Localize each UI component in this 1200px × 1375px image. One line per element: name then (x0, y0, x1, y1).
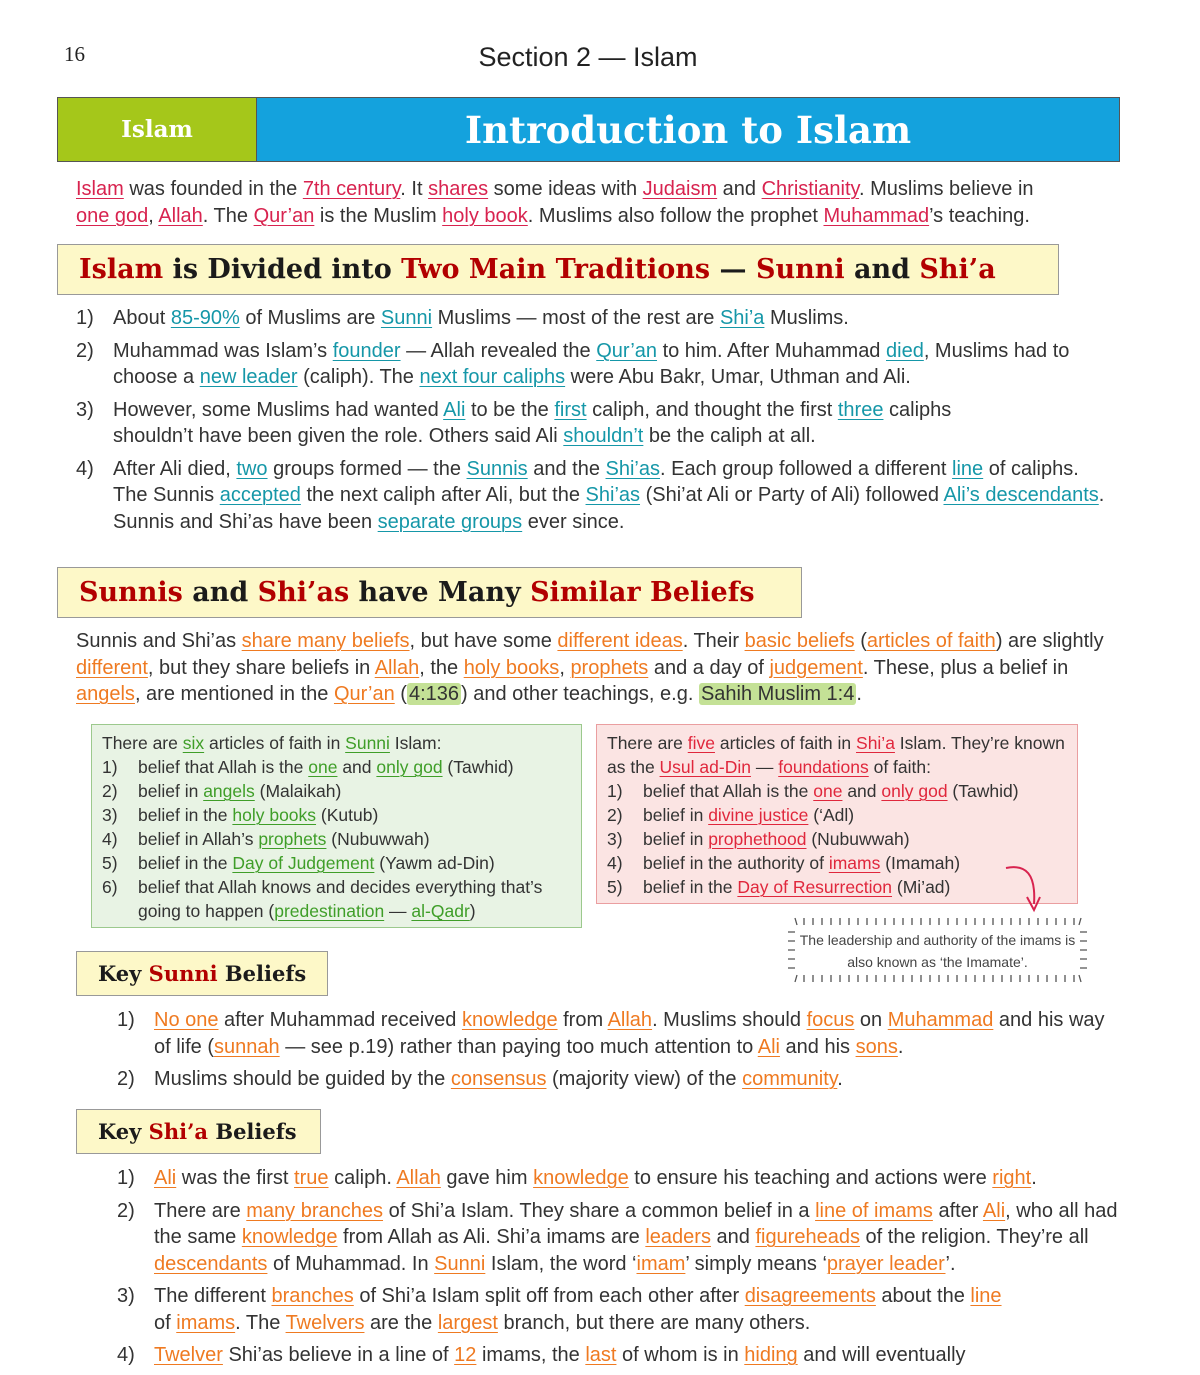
section-heading-sunni: Key Sunni Beliefs (76, 951, 328, 996)
keyword: Muhammad (823, 204, 930, 227)
title-banner (57, 97, 1120, 162)
list-item: 1) belief that Allah is the one and only god (Tawhid) (607, 781, 1019, 801)
shia-beliefs-list (117, 1165, 1127, 1375)
sunni-articles-box: There are six articles of faith in Sunni Islam: 1) belief that Allah is the one and only god (Tawhid) 2) belief in angels (Malaikah) 3) belief in the holy books (Kutub) 4) belief in Allah’s prophets (Nubuwwah) 5) belief in the Day of Judgement (Yawm ad-Din) 6) belief that Allah knows and decides everything that’s going to happen (predestination — al-Qadr) (91, 724, 582, 928)
list-item: 3) belief in prophethood (Nubuwwah) (607, 829, 910, 849)
section-heading-shia: Key Shi’a Beliefs (76, 1109, 321, 1154)
list-item: 1) Ali was the first true caliph. Allah gave him knowledge to ensure his teaching and actions were right. (117, 1167, 1037, 1189)
list-item: 2) Muslims should be guided by the consensus (majority view) of the community. (117, 1068, 843, 1090)
list-item: 5) belief in the Day of Judgement (Yawm ad-Din) (102, 853, 495, 873)
list-item: 4) Twelver Shi’as believe in a line of 12 imams, the last of whom is in hiding and will eventually (117, 1344, 966, 1366)
note-text: The leadership and authority of the imams is also known as ‘the Imamate’. (799, 932, 1076, 970)
list-item: 4) After Ali died, two groups formed — the Sunnis and the Shi’as. Each group followed a different line of caliphs. The Sunnis accepted the next caliph after Ali, but the Shi’as (Shi’at Ali or Party of Ali) followed Ali’s descendants. Sunnis and Shi’as have been separate groups ever since. (76, 457, 1105, 533)
list-item: 1) About 85-90% of Muslims are Sunni Muslims — most of the rest are Shi’a Muslims. (76, 307, 849, 329)
traditions-list (76, 305, 1106, 541)
keyword: 7th century (302, 178, 401, 200)
shia-articles-box: There are five articles of faith in Shi’a Islam. They’re known as the Usul ad-Din — foundations of faith: 1) belief that Allah is the one and only god (Tawhid) 2) belief in divine justice (‘Adl) 3) belief in prophethood (Nubuwwah) 4) belief in the authority of imams (Imamah) 5) belief in the Day of Resurrection (Mi’ad) (596, 724, 1078, 904)
list-item: 1) No one after Muhammad received knowledge from Allah. Muslims should focus on Muhammad and his way of life (sunnah — see p.19) rather than paying too much attention to Ali and his sons. (117, 1009, 1105, 1058)
section-heading-beliefs: Sunnis and Shi’as have Many Similar Beliefs (57, 567, 802, 618)
banner-tab: Islam (58, 98, 257, 161)
list-item: 2) There are many branches of Shi’a Islam. They share a common belief in a line of imams after Ali, who all had the same knowledge from Allah as Ali. Shi’a imams are leaders and figureheads of the religion. They’re all descendants of Muhammad. In Sunni Islam, the word ‘imam’ simply means ‘prayer leader’. (117, 1199, 1118, 1275)
keyword: Christianity (761, 178, 860, 200)
beliefs-paragraph: Sunnis and Shi’as share many beliefs, but have some different ideas. Their basic beliefs (articles of faith) are slightly different, but they share beliefs in Allah, the holy books, prophets and a day of judgement. These, plus a belief in angels, are mentioned in the Qur’an ( 4:136 ) and other teachings, e.g. Sahih Muslim 1:4 . (76, 630, 1104, 705)
list-item: 4) belief in Allah’s prophets (Nubuwwah) (102, 829, 430, 849)
keyword: Islam (76, 178, 124, 200)
keyword: holy book (442, 204, 528, 227)
list-item: 3) However, some Muslims had wanted Ali to be the first caliph, and thought the first three caliphs shouldn’t have been given the role. Others said Ali shouldn’t be the caliph at all. (76, 398, 952, 447)
imamate-note (785, 914, 1090, 986)
list-item: 2) belief in angels (Malaikah) (102, 781, 342, 801)
keyword: Qur’an (253, 204, 315, 227)
list-item: 2) Muhammad was Islam’s founder — Allah revealed the Qur’an to him. After Muhammad died, Muslims had to choose a new leader (caliph). The next four caliphs were Abu Bakr, Umar, Uthman and Ali. (76, 339, 1070, 388)
list-item: 3) belief in the holy books (Kutub) (102, 805, 379, 825)
list-item: 1) belief that Allah is the one and only god (Tawhid) (102, 757, 514, 777)
keyword: one god (76, 204, 149, 227)
list-item: 2) belief in divine justice (‘Adl) (607, 805, 855, 825)
reference-highlight: 4:136 (408, 683, 460, 705)
list-item: 4) belief in the authority of imams (Imamah) (607, 853, 961, 873)
reference-highlight: Sahih Muslim 1:4 (700, 683, 855, 705)
keyword: Judaism (642, 178, 718, 200)
list-item: 6) belief that Allah knows and decides everything that’s going to happen (predestination — al-Qadr) (102, 877, 543, 921)
section-heading-traditions: Islam is Divided into Two Main Traditions — Sunni and Shi’a (57, 244, 1059, 295)
sunni-beliefs-list (117, 1007, 1117, 1099)
keyword: Allah (158, 204, 203, 227)
list-item: 5) belief in the Day of Resurrection (Mi’ad) (607, 877, 951, 897)
page-title: Introduction to Islam (257, 98, 1119, 161)
section-header: Section 2 — Islam (478, 42, 698, 72)
keyword: shares (428, 178, 489, 200)
curved-arrow-icon (1000, 860, 1050, 916)
list-item: 3) The different branches of Shi’a Islam split off from each other after disagreements about the line of imams. The Twelvers are the largest branch, but there are many others. (117, 1285, 1002, 1334)
page-number: 16 (64, 42, 85, 66)
intro-paragraph: Islam was founded in the 7th century. It shares some ideas with Judaism and Christianity. Muslims believe in one god, Allah. The Qur’an is the Muslim holy book. Muslims also follow the prophet Muhammad’s teaching. (76, 178, 1034, 227)
